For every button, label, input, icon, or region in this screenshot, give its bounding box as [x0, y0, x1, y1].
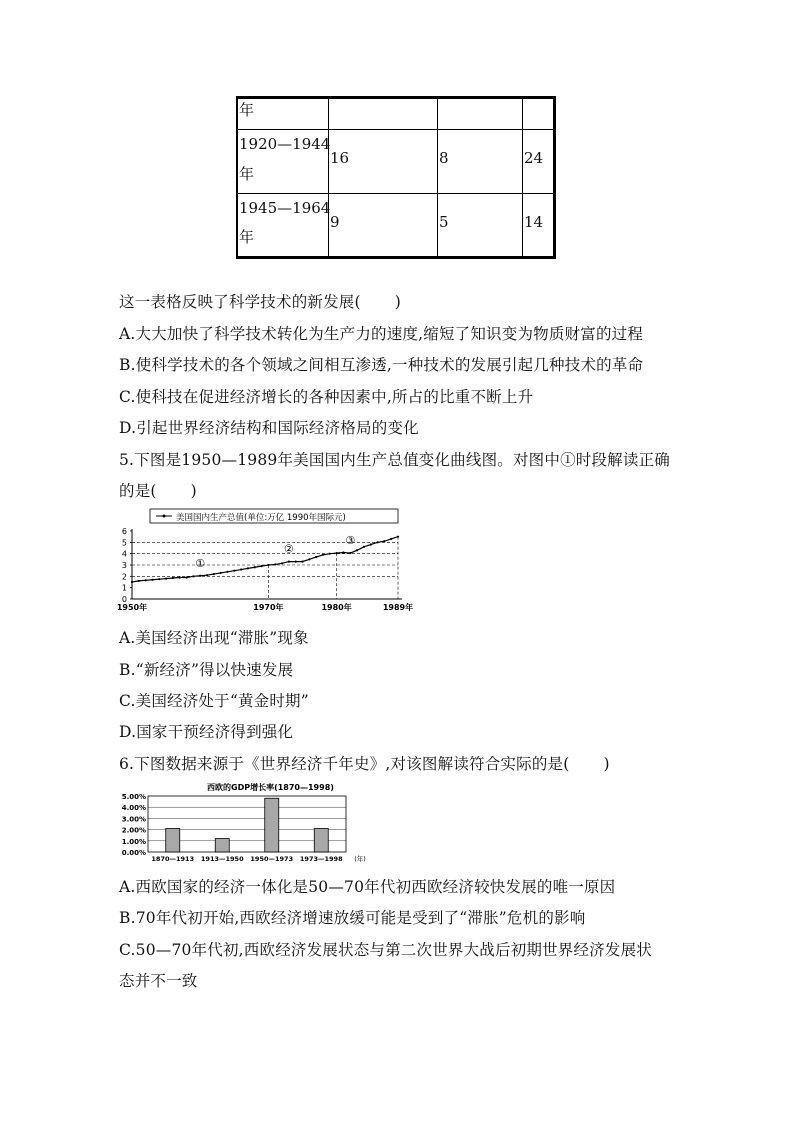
gdp-data-point	[254, 566, 256, 568]
gdp-growth-bar	[314, 828, 328, 852]
gdp-data-point	[240, 568, 242, 570]
table-cell: 24	[524, 149, 544, 167]
table-cell-period: 年	[239, 165, 255, 183]
q6-stem	[119, 752, 610, 774]
y-tick-label: 0	[121, 595, 127, 604]
table-col-divider	[437, 96, 438, 259]
q5-stem-text: 的是(	[119, 482, 157, 500]
bar-y-tick-label: 4.00%	[121, 804, 146, 813]
y-tick-label: 4	[121, 549, 127, 559]
table-cell: 5	[439, 213, 449, 231]
gdp-data-point	[376, 541, 378, 543]
gdp-data-point	[295, 561, 297, 563]
q4-stem-text: 这一表格反映了科学技术的新发展(	[119, 293, 361, 311]
q4-option-c: C.使科技在促进经济增长的各种因素中,所占的比重不断上升	[119, 388, 534, 406]
gdp-data-point	[199, 575, 201, 577]
gdp-data-point	[192, 575, 194, 577]
q4-option-a: A.大大加快了科学技术转化为生产力的速度,缩短了知识变为物质财富的过程	[119, 325, 644, 343]
table-cell: 9	[330, 213, 340, 231]
table-border-left	[236, 96, 238, 259]
gdp-data-point	[138, 580, 140, 582]
gdp-data-point	[179, 576, 181, 578]
x-tick-label: 1950年	[116, 603, 148, 612]
gdp-data-point	[356, 549, 358, 551]
gdp-data-point	[233, 570, 235, 572]
q6-stem-text: 6.下图数据来源于《世界经济千年史》,对该图解读符合实际的是(	[119, 755, 570, 773]
x-tick-label: 1970年	[253, 603, 284, 612]
gdp-data-point	[206, 574, 208, 576]
q6-option-c-cont: 态并不一致	[119, 972, 198, 990]
table-row-divider	[236, 193, 556, 194]
gdp-data-point	[158, 578, 160, 580]
gdp-data-point	[226, 571, 228, 573]
gdp-data-point	[301, 561, 303, 563]
table-border-top	[236, 96, 556, 99]
table-cell-period: 1945—1964	[239, 199, 331, 217]
x-tick-label: 1980年	[321, 603, 352, 612]
y-tick-label: 3	[121, 561, 127, 570]
q5-option-a: A.美国经济出现“滞胀”现象	[119, 629, 309, 647]
y-tick-label: 1	[121, 583, 127, 593]
gdp-data-point	[383, 540, 385, 542]
gdp-data-point	[322, 554, 324, 556]
gdp-data-point	[172, 577, 174, 579]
q4-option-d: D.引起世界经济结构和国际经济格局的变化	[119, 419, 419, 437]
gdp-data-point	[145, 579, 147, 581]
q5-option-c: C.美国经济处于“黄金时期”	[119, 692, 309, 710]
q6-option-a: A.西欧国家的经济一体化是50—70年代初西欧经济较快发展的唯一原因	[119, 878, 616, 896]
q6-stem-close: )	[603, 755, 610, 773]
gdp-data-point	[281, 562, 283, 564]
q5-stem: 5.下图是1950—1989年美国国内生产总值变化曲线图。对图中①时段解读正确	[119, 451, 670, 469]
gdp-data-point	[220, 572, 222, 574]
q5-option-b: B.“新经济”得以快速发展	[119, 661, 294, 679]
gdp-data-point	[370, 544, 372, 546]
table-cell-period: 年	[239, 228, 255, 246]
table-row-divider	[236, 129, 556, 130]
gdp-data-point	[288, 561, 290, 563]
gdp-data-point	[267, 564, 269, 566]
q5-option-d: D.国家干预经济得到强化	[119, 723, 294, 741]
gdp-growth-bar	[265, 798, 279, 852]
x-tick-label: 1989年	[382, 603, 414, 612]
gdp-data-point	[390, 538, 392, 540]
table-col-divider	[328, 96, 329, 259]
bar-x-tick-label: 1950—1973	[250, 855, 294, 863]
gdp-data-point	[151, 579, 153, 581]
q4-stem-close: )	[394, 293, 401, 311]
table-cell: 8	[439, 149, 449, 167]
y-tick-label: 6	[121, 527, 127, 536]
gdp-growth-bar	[215, 839, 229, 852]
gdp-data-point	[397, 536, 399, 538]
bar-y-tick-label: 3.00%	[121, 815, 146, 824]
bar-x-tick-label: 1973—1998	[299, 855, 343, 863]
bar-y-tick-label: 0.00%	[121, 849, 146, 857]
table-cell-period: 1920—1944	[239, 135, 331, 153]
q5-stem-cont	[119, 479, 197, 501]
gdp-data-point	[363, 546, 365, 548]
table-cell-period: 年	[239, 101, 255, 119]
q5-stem-close: )	[190, 482, 197, 500]
q6-option-c: C.50—70年代初,西欧经济发展状态与第二次世界大战后初期世界经济发展状	[119, 941, 653, 959]
y-tick-label: 5	[121, 538, 127, 548]
gdp-data-point	[349, 552, 351, 554]
gdp-data-point	[185, 576, 187, 578]
gdp-data-point	[315, 556, 317, 558]
y-tick-label: 2	[121, 572, 127, 582]
period-annotation: ①	[195, 556, 206, 570]
table-border-bottom	[236, 256, 556, 259]
bar-y-tick-label: 5.00%	[121, 793, 146, 801]
period-annotation: ②	[283, 542, 294, 556]
gdp-data-point	[342, 551, 344, 553]
chart-legend-marker	[163, 515, 166, 518]
gdp-data-point	[329, 553, 331, 555]
gdp-data-point	[247, 567, 249, 569]
bar-x-tick-label: 1870—1913	[151, 855, 195, 863]
bar-x-axis-unit: (年)	[354, 855, 366, 863]
gdp-data-point	[308, 558, 310, 560]
table-col-divider	[522, 96, 523, 259]
gdp-growth-bar	[166, 828, 180, 852]
period-annotation: ③	[345, 534, 356, 548]
bar-y-tick-label: 1.00%	[121, 837, 146, 846]
us-gdp-line-chart	[112, 506, 422, 616]
data-table	[236, 96, 556, 259]
gdp-series-line	[132, 537, 398, 582]
west-europe-gdp-growth-bar-chart	[112, 780, 392, 868]
q6-option-b: B.70年代初开始,西欧经济增速放缓可能是受到了“滞胀”危机的影响	[119, 909, 586, 927]
table-cell: 14	[524, 213, 544, 231]
q4-stem	[119, 290, 401, 312]
gdp-data-point	[260, 565, 262, 567]
bar-x-tick-label: 1913—1950	[200, 855, 244, 863]
gdp-data-point	[165, 578, 167, 580]
chart-legend-label: 美国国内生产总值(单位:万亿 1990年国际元)	[176, 513, 346, 523]
table-cell: 16	[330, 149, 350, 167]
gdp-data-point	[213, 573, 215, 575]
gdp-data-point	[274, 563, 276, 565]
q4-option-b: B.使科学技术的各个领域之间相互渗透,一种技术的发展引起几种技术的革命	[119, 356, 644, 374]
bar-y-tick-label: 2.00%	[121, 826, 146, 835]
gdp-data-point	[336, 552, 338, 554]
table-border-right	[553, 96, 556, 259]
gdp-data-point	[131, 581, 133, 583]
bar-chart-title: 西欧的GDP增长率(1870—1998)	[207, 783, 334, 792]
